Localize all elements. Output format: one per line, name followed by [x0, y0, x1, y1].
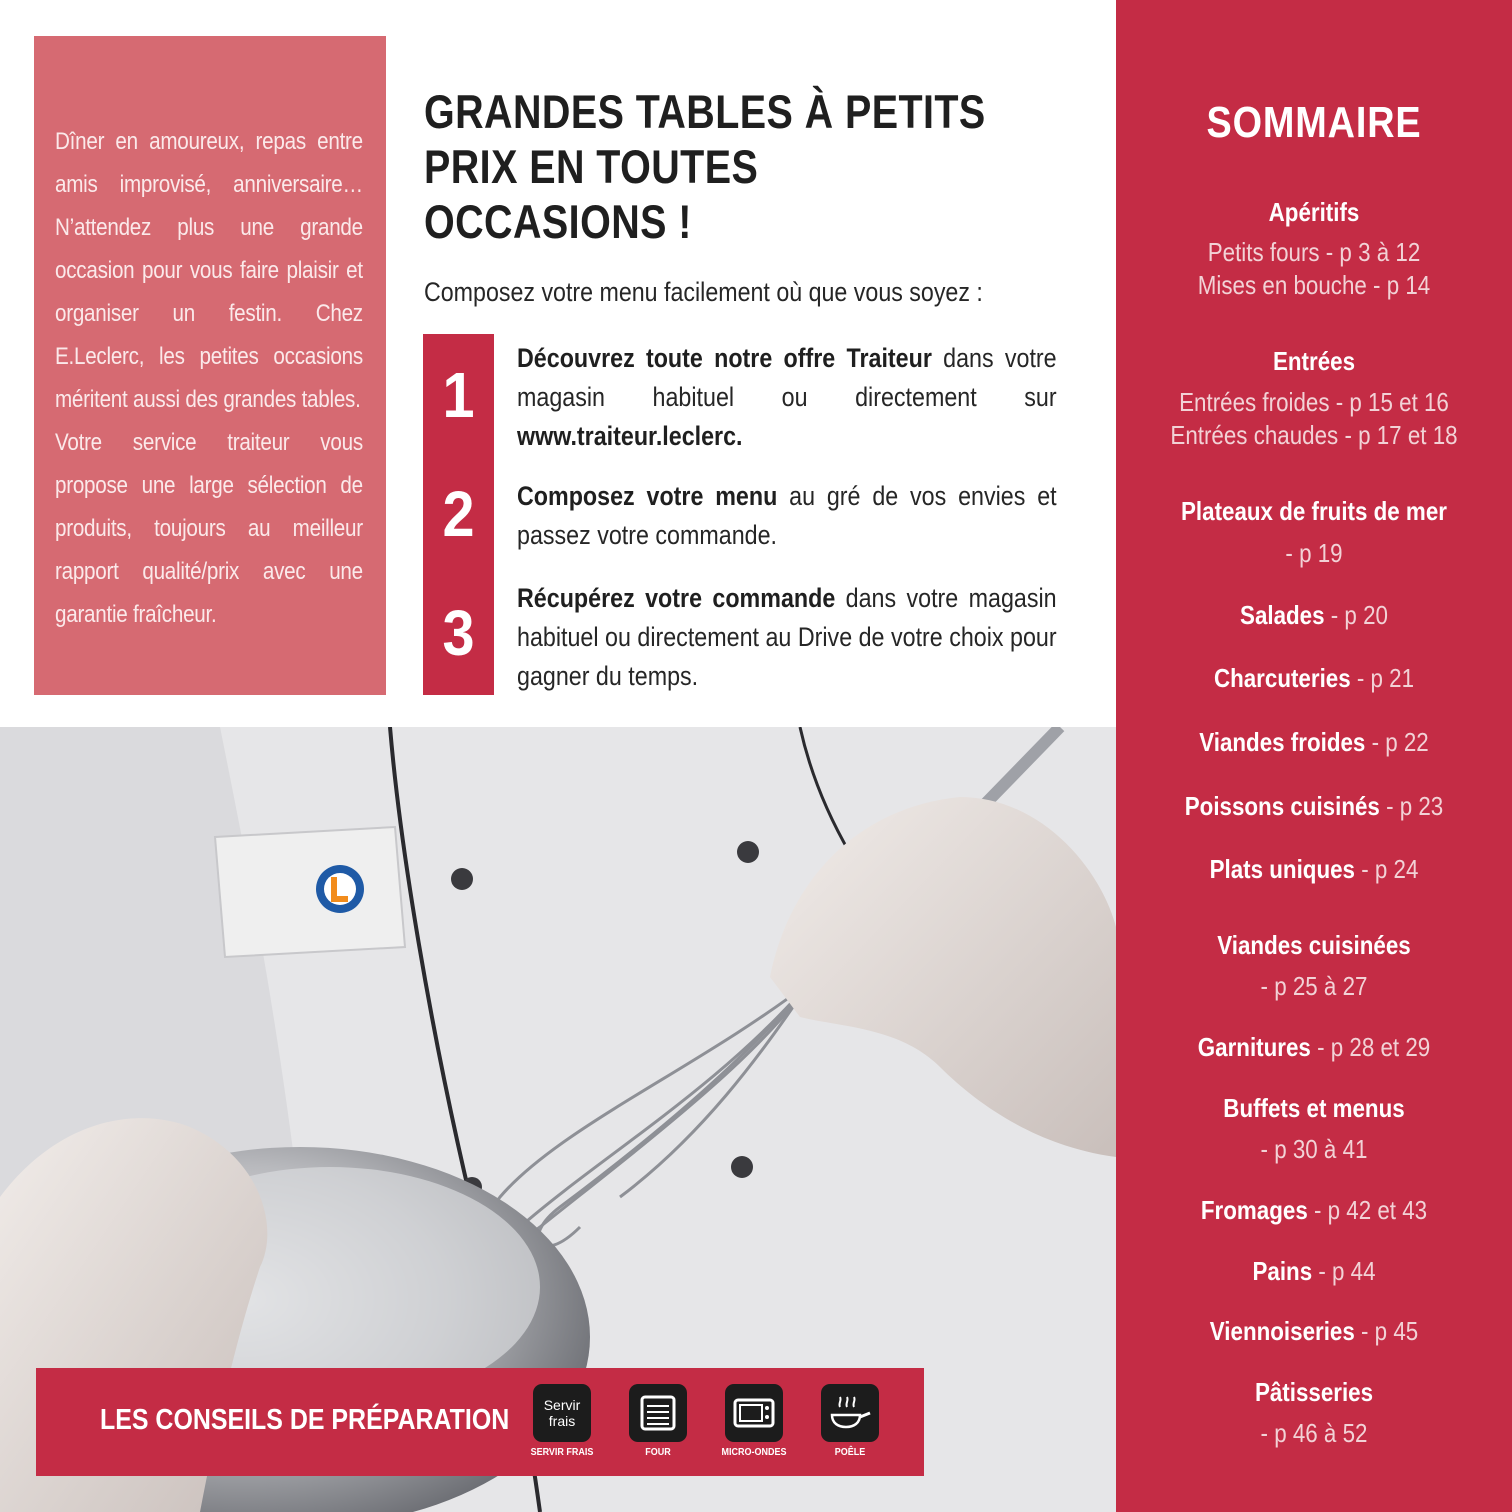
sommaire-entrees-chaudes[interactable]: Entrées chaudes - p 17 et 18: [1170, 420, 1458, 450]
step-2-number: 2: [442, 478, 475, 550]
tip-label-poele: POÊLE: [834, 1447, 866, 1458]
step-1-text: [517, 339, 1057, 456]
tip-four: [610, 1384, 706, 1458]
sommaire-plateaux-title: Plateaux de fruits de mer: [1181, 496, 1447, 526]
step-1-body: dans votre magasin habituel ou directement sur: [517, 343, 1057, 412]
sommaire-viandes-froides[interactable]: [1144, 727, 1485, 758]
sommaire-plats-page: - p 24: [1354, 854, 1419, 884]
sommaire-pains-title: Pains: [1252, 1256, 1313, 1286]
sommaire-garnitures-page: - p 28 et 29: [1310, 1032, 1431, 1062]
leclerc-logo-icon: [316, 865, 364, 913]
servir-frais-icon-text: Servir frais: [543, 1397, 581, 1429]
tip-label-servir-frais: SERVIR FRAIS: [530, 1447, 594, 1458]
traiteur-link[interactable]: www.traiteur.leclerc.: [517, 421, 743, 451]
sommaire-salades-page: - p 20: [1324, 600, 1388, 630]
intro-paragraph-2: Votre service traiteur vous propose une large sélection de produits, toujours au meilleur rapport qualité/prix avec une garantie fraîcheur.: [55, 429, 363, 628]
sommaire-viandes-froides-page: - p 22: [1365, 727, 1429, 757]
sommaire-patisseries-title: Pâtisseries: [1254, 1377, 1374, 1407]
sommaire-salades[interactable]: [1144, 600, 1485, 631]
sommaire-garnitures-title: Garnitures: [1197, 1032, 1311, 1062]
sommaire-poissons-title: Poissons cuisinés: [1184, 791, 1380, 821]
intro-paragraph-1: Dîner en amoureux, repas entre amis improvisé, anniversaire… N’attendez plus une grande occasion pour vous faire plaisir et organiser un festin. Chez E.Leclerc, les petites occasions méritent aussi des grandes tables.: [55, 128, 363, 413]
sommaire-pains-page: - p 44: [1312, 1256, 1376, 1286]
sommaire-fromages-title: Fromages: [1200, 1195, 1308, 1225]
sommaire-entrees-froides[interactable]: Entrées froides - p 15 et 16: [1179, 387, 1449, 417]
intro-box: [34, 36, 386, 695]
micro-ondes-icon: [725, 1384, 783, 1442]
conseils-title: LES CONSEILS DE PRÉPARATION: [100, 1404, 510, 1436]
poele-icon: [821, 1384, 879, 1442]
step-1-number: 1: [442, 359, 475, 431]
step-3-body: dans votre magasin habituel ou directement au Drive de votre choix pour gagner du temps.: [517, 583, 1057, 691]
step-2-body: au gré de vos envies et passez votre commande.: [517, 481, 1057, 550]
four-icon: [629, 1384, 687, 1442]
sommaire-charcuteries-page: - p 21: [1350, 663, 1415, 693]
tip-label-four: FOUR: [645, 1447, 671, 1458]
sommaire-pains[interactable]: [1144, 1256, 1485, 1287]
tip-micro-ondes: [706, 1384, 802, 1458]
step-1-bold: Découvrez toute notre offre Traiteur: [517, 343, 932, 373]
sommaire-buffets-title: Buffets et menus: [1223, 1093, 1405, 1123]
headline-line-1: GRANDES TABLES À PETITS: [424, 85, 986, 138]
sommaire-viandes-cuisinees-page: - p 25 à 27: [1260, 971, 1368, 1001]
conseils-bar: [36, 1368, 924, 1476]
step-2-text: [517, 477, 1057, 555]
sommaire-plateaux-page: - p 19: [1285, 538, 1343, 568]
sommaire-buffets-page: - p 30 à 41: [1260, 1134, 1368, 1164]
tip-servir-frais: [514, 1384, 610, 1458]
sommaire-column: [1116, 0, 1512, 1512]
sommaire-entrees-title: Entrées: [1272, 346, 1356, 376]
tip-label-micro-ondes: MICRO-ONDES: [721, 1447, 787, 1458]
servir-frais-icon: [533, 1384, 591, 1442]
sommaire-plats-uniques[interactable]: [1144, 854, 1485, 885]
sommaire-viennoiseries-page: - p 45: [1354, 1316, 1419, 1346]
sommaire-charcuteries[interactable]: [1144, 663, 1485, 694]
sommaire-patisseries[interactable]: [1144, 1377, 1485, 1408]
sommaire-plateaux[interactable]: [1144, 496, 1485, 527]
sommaire-viennoiseries[interactable]: [1144, 1316, 1485, 1347]
sommaire-petits-fours[interactable]: Petits fours - p 3 à 12: [1207, 237, 1421, 267]
step-3-bold: Récupérez votre commande: [517, 583, 836, 613]
subline: Composez votre menu facilement où que vous soyez :: [424, 277, 983, 307]
tip-poele: [802, 1384, 898, 1458]
step-3-number: 3: [442, 597, 475, 669]
sommaire-aperitifs-title: Apéritifs: [1268, 197, 1360, 227]
sommaire-poissons[interactable]: [1144, 791, 1485, 822]
sommaire-viandes-froides-title: Viandes froides: [1199, 727, 1366, 757]
sommaire-patisseries-page: - p 46 à 52: [1260, 1418, 1368, 1448]
step-3-text: [517, 579, 1057, 696]
sommaire-title: SOMMAIRE: [1206, 98, 1422, 147]
sommaire-plats-title: Plats uniques: [1209, 854, 1355, 884]
sommaire-buffets[interactable]: [1144, 1093, 1485, 1124]
sommaire-aperitifs[interactable]: [1144, 197, 1485, 228]
sommaire-poissons-page: - p 23: [1379, 791, 1444, 821]
sommaire-salades-title: Salades: [1240, 600, 1325, 630]
step-2-bold: Composez votre menu: [517, 481, 778, 511]
sommaire-garnitures[interactable]: [1144, 1032, 1485, 1063]
sommaire-viennoiseries-title: Viennoiseries: [1209, 1316, 1355, 1346]
sommaire-viandes-cuisinees-title: Viandes cuisinées: [1217, 930, 1411, 960]
sommaire-viandes-cuisinees[interactable]: [1144, 930, 1485, 961]
sommaire-fromages[interactable]: [1144, 1195, 1485, 1226]
headline-line-2: PRIX EN TOUTES OCCASIONS !: [424, 140, 759, 248]
sommaire-charcuteries-title: Charcuteries: [1213, 663, 1351, 693]
sommaire-mises-en-bouche[interactable]: Mises en bouche - p 14: [1197, 270, 1431, 300]
sommaire-entrees[interactable]: [1144, 346, 1485, 377]
headline: [424, 84, 1012, 249]
sommaire-fromages-page: - p 42 et 43: [1307, 1195, 1428, 1225]
